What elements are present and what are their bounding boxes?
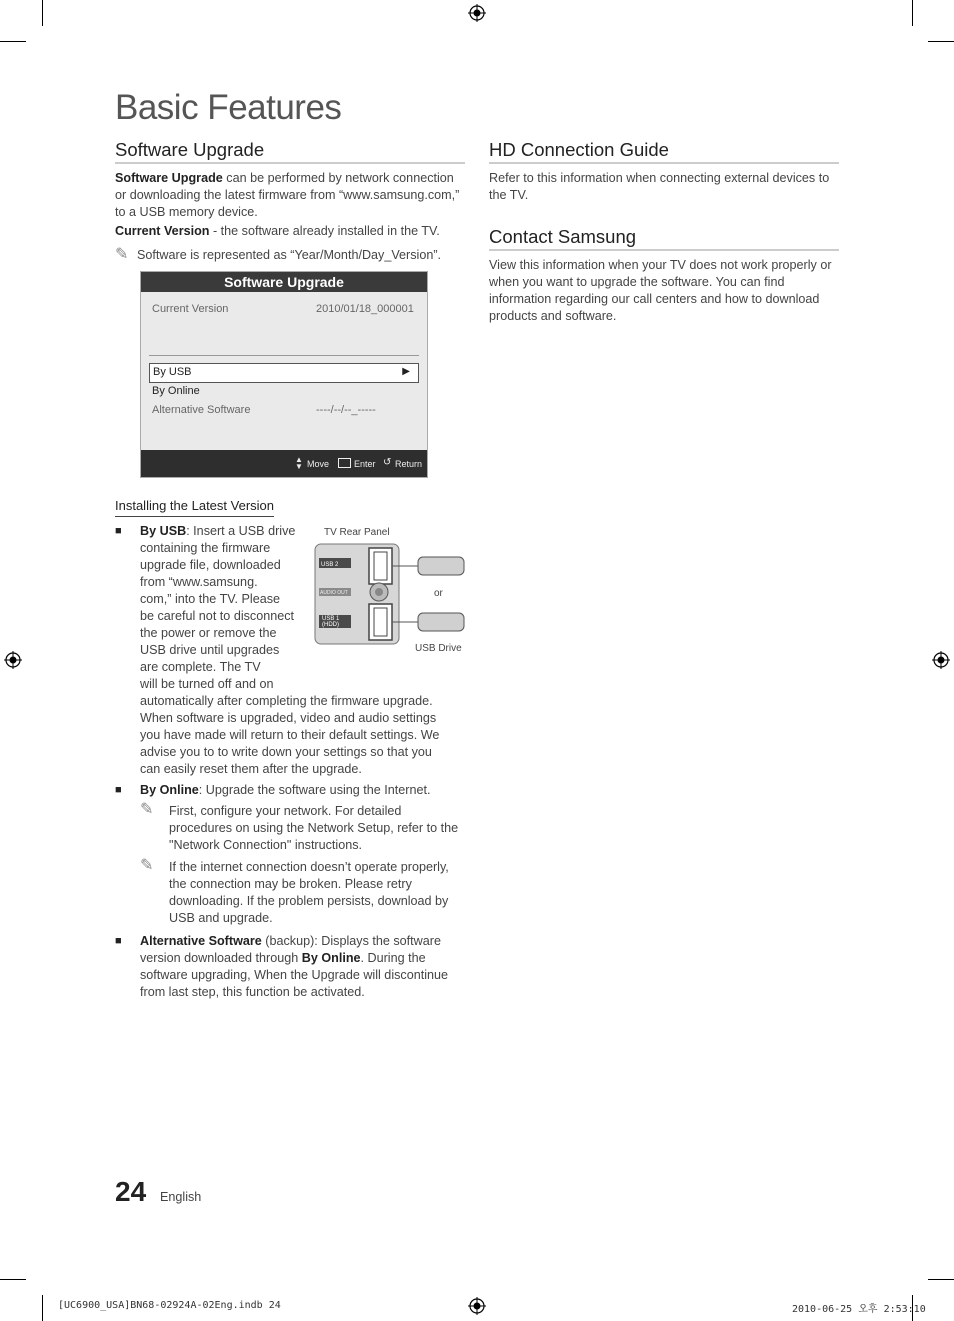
software-upgrade-osd xyxy=(140,271,428,478)
osd-item-label: By USB xyxy=(153,366,192,378)
note-pencil-icon: ✎ xyxy=(140,801,154,818)
by-usb-line: containing the firmware xyxy=(140,541,271,555)
version-note xyxy=(115,246,465,264)
usb1-port-label: USB 1 xyxy=(322,616,340,622)
contact-samsung-title: Contact Samsung xyxy=(489,226,839,251)
hd-connection-title: HD Connection Guide xyxy=(489,139,839,164)
alt-bold-2: By Online xyxy=(301,951,361,965)
usb2-port-label: USB 2 xyxy=(321,562,339,568)
alt-bold: Alternative Software xyxy=(140,934,262,948)
alternative-software-text: Alternative Software (backup): Displays the software version downloaded through By Online. During the software upgrading, When the Upgrade will discontinue from last step, this function be activated. xyxy=(140,934,449,999)
by-usb-line: can easily reset them after the upgrade. xyxy=(140,762,362,776)
osd-return-label: Return xyxy=(395,459,423,469)
move-icon: ▲ ▼ xyxy=(295,455,303,471)
hdd-label: (HDD) xyxy=(322,622,339,628)
by-usb-line: be careful not to disconnect xyxy=(140,609,295,623)
crop-mark xyxy=(42,1295,43,1321)
page-language: English xyxy=(160,1190,202,1204)
osd-enter-label: Enter xyxy=(354,459,376,469)
osd-arrow-icon: ▶ xyxy=(402,366,410,377)
crop-mark xyxy=(912,0,913,26)
bullet-square-icon: ■ xyxy=(115,784,122,796)
audio-out-label: AUDIO OUT xyxy=(320,590,348,596)
by-usb-line: automatically after completing the firmware upgrade. xyxy=(140,694,433,708)
online-note-2: If the internet connection doesn’t operate properly, the connection may be broken. Please retry downloading. If the problem persists, download by USB and upgrade. xyxy=(169,860,449,925)
usb-drive-label: USB Drive xyxy=(415,643,462,654)
osd-current-version-value: 2010/01/18_000001 xyxy=(316,303,414,315)
or-label: or xyxy=(434,588,443,599)
osd-divider xyxy=(149,355,419,356)
intro-bold: Software Upgrade xyxy=(115,171,223,185)
by-usb-line: upgrade file, downloaded xyxy=(140,558,281,572)
chapter-title: Basic Features xyxy=(115,88,342,127)
print-footer-right: 2010-06-25 오후 2:53:10 xyxy=(792,1304,926,1315)
by-usb-line: By USB: Insert a USB drive xyxy=(140,524,296,538)
version-note-text: Software is represented as “Year/Month/Day_Version”. xyxy=(137,248,442,262)
by-usb-line: advise you to to write down your settings so that you xyxy=(140,745,432,759)
osd-alt-value: ----/--/--_----- xyxy=(316,404,376,416)
crop-mark xyxy=(928,41,954,42)
by-usb-line: com,” into the TV. Please xyxy=(140,592,281,606)
osd-move-label: Move xyxy=(307,459,330,469)
by-usb-line: the power or remove the xyxy=(140,626,277,640)
note-pencil-icon: ✎ xyxy=(140,857,154,874)
current-bold: Current Version xyxy=(115,224,210,238)
crop-mark xyxy=(928,1279,954,1280)
software-upgrade-title: Software Upgrade xyxy=(115,139,465,164)
registration-mark-icon xyxy=(4,651,22,669)
osd-item-by-online[interactable]: By Online xyxy=(152,385,200,397)
enter-icon xyxy=(338,458,351,468)
software-upgrade-intro xyxy=(115,170,460,221)
by-online-bold: By Online xyxy=(140,783,199,797)
page-number: 24 xyxy=(115,1176,147,1207)
crop-mark xyxy=(0,1279,26,1280)
registration-mark-icon xyxy=(932,651,950,669)
by-online-text: By Online: Upgrade the software using the Internet. xyxy=(140,783,431,797)
crop-mark xyxy=(42,0,43,26)
hd-connection-text: Refer to this information when connecting external devices to the TV. xyxy=(489,171,830,202)
note-pencil-icon: ✎ xyxy=(115,246,129,263)
osd-item-by-usb[interactable] xyxy=(149,363,419,383)
tv-rear-panel-label: TV Rear Panel xyxy=(324,527,390,538)
print-footer-left: [UC6900_USA]BN68-02924A-02Eng.indb 24 xyxy=(58,1300,281,1311)
registration-mark-icon xyxy=(468,1297,486,1315)
osd-footer xyxy=(141,450,427,477)
osd-current-version-label: Current Version xyxy=(152,303,229,315)
registration-mark-icon xyxy=(468,4,486,22)
by-usb-line: from “www.samsung. xyxy=(140,575,258,589)
by-usb-line: When software is upgraded, video and audio settings xyxy=(140,711,437,725)
by-usb-line: USB drive until upgrades xyxy=(140,643,280,657)
current-version-desc xyxy=(115,223,460,240)
by-usb-bold: By USB xyxy=(140,524,187,538)
crop-mark xyxy=(0,41,26,42)
bullet-square-icon: ■ xyxy=(115,525,122,537)
installing-title: Installing the Latest Version xyxy=(115,498,274,517)
by-usb-line: you have made will return to their default settings. We xyxy=(140,728,440,742)
return-icon: ↺ xyxy=(383,457,392,468)
osd-title: Software Upgrade xyxy=(141,272,427,292)
by-usb-line: are complete. The TV xyxy=(140,660,261,674)
contact-samsung-text: View this information when your TV does not work properly or when you want to upgrade the software. You can find information regarding our call centers and how to download products and software. xyxy=(489,258,832,323)
intro-text: can be performed by network connection or downloading the latest firmware from “www.samsung.com,” to a USB memory device. xyxy=(115,171,460,219)
online-note-1: First, configure your network. For detailed procedures on using the Network Setup, refer to the "Network Connection" instructions. xyxy=(169,804,459,852)
bullet-square-icon: ■ xyxy=(115,935,122,947)
osd-item-alternative-software[interactable]: Alternative Software xyxy=(152,404,251,416)
by-usb-line: will be turned off and on xyxy=(140,677,274,691)
current-text: - the software already installed in the TV. xyxy=(209,224,440,238)
